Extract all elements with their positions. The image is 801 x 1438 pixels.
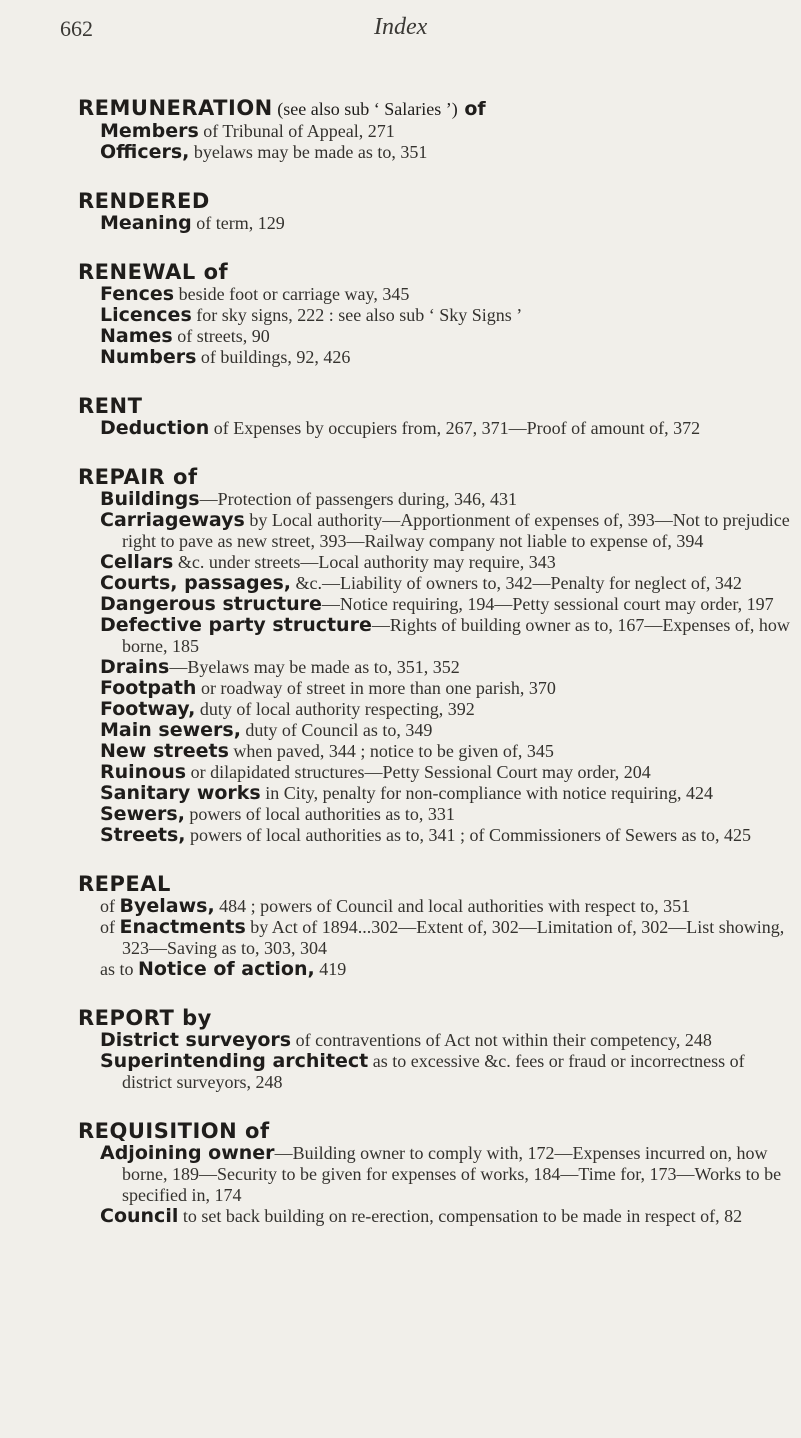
section-heading (78, 189, 790, 213)
heading-word: REQUISITION of (78, 1119, 270, 1143)
entry-keyword: Footpath (100, 677, 197, 699)
entry-text: beside foot or carriage way, 345 (174, 284, 410, 304)
entry-text: duty of Council as to, 349 (240, 720, 433, 740)
entry-keyword: Licences (100, 304, 192, 326)
entry-text: of term, 129 (191, 213, 285, 233)
entry-keyword: Names (100, 325, 173, 347)
index-entry (78, 1030, 790, 1051)
entry-keyword: Streets, (100, 824, 186, 846)
index-entry (78, 825, 790, 846)
index-section (78, 96, 790, 163)
index-entry (78, 804, 790, 825)
heading-note: (see also sub ‘ Salaries ’) (272, 99, 458, 119)
entry-text: in City, penalty for non-compliance with notice requiring, 424 (260, 783, 713, 803)
entry-keyword: Footway, (100, 698, 196, 720)
index-entry (78, 418, 790, 439)
entry-text: byelaws may be made as to, 351 (189, 142, 428, 162)
section-heading (78, 394, 790, 418)
entry-keyword: Buildings (100, 488, 200, 510)
entry-keyword: Ruinous (100, 761, 187, 783)
section-heading (78, 260, 790, 284)
entry-keyword: Byelaws, (119, 895, 215, 917)
index-entry (78, 213, 790, 234)
index-entry (78, 615, 790, 657)
entry-keyword: Superintending architect (100, 1050, 369, 1072)
entry-prefix: of (100, 896, 120, 916)
index-entry (78, 142, 790, 163)
index-section (78, 872, 790, 980)
heading-word: REPEAL (78, 872, 171, 896)
entry-text: —Rights of building owner as to, 167—Expenses of, how borne, 185 (122, 615, 790, 656)
section-heading (78, 1006, 790, 1030)
entry-text: by Act of 1894...302—Extent of, 302—Limitation of, 302—List showing, 323—Saving as to, 303, 304 (122, 917, 785, 958)
entry-keyword: Dangerous structure (100, 593, 322, 615)
entry-text: powers of local authorities as to, 331 (184, 804, 455, 824)
running-title: Index (374, 14, 428, 40)
entry-text: of contraventions of Act not within their competency, 248 (291, 1030, 712, 1050)
index-entry (78, 1206, 790, 1227)
entry-text: duty of local authority respecting, 392 (195, 699, 475, 719)
entry-text: to set back building on re-erection, compensation to be made in respect of, 82 (178, 1206, 743, 1226)
index-section (78, 394, 790, 439)
entry-keyword: Sanitary works (100, 782, 261, 804)
section-heading (78, 96, 790, 121)
entry-text: or roadway of street in more than one parish, 370 (196, 678, 556, 698)
index-entry (78, 326, 790, 347)
entry-keyword: Adjoining owner (100, 1142, 275, 1164)
entry-keyword: Deduction (100, 417, 210, 439)
entry-text: of Tribunal of Appeal, 271 (198, 121, 395, 141)
entry-keyword: Carriageways (100, 509, 245, 531)
heading-word: REMUNERATION (78, 96, 273, 120)
entry-keyword: Enactments (119, 916, 246, 938)
entry-text: by Local authority—Apportionment of expenses of, 393—Not to prejudice right to pave as new street, 393—Railway company not liable to expense of, 394 (122, 510, 790, 551)
index-entry (78, 783, 790, 804)
entry-keyword: Courts, passages, (100, 572, 291, 594)
entry-text: of Expenses by occupiers from, 267, 371—Proof of amount of, 372 (209, 418, 701, 438)
entry-text: &c. under streets—Local authority may require, 343 (173, 552, 556, 572)
entry-keyword: Members (100, 120, 199, 142)
index-entry (78, 959, 790, 980)
entry-text: of streets, 90 (172, 326, 270, 346)
index-entry (78, 347, 790, 368)
entry-keyword: Fences (100, 283, 175, 305)
index-section (78, 1006, 790, 1093)
page-number: 662 (60, 16, 93, 41)
index-section (78, 260, 790, 368)
entry-text: &c.—Liability of owners to, 342—Penalty for neglect of, 342 (291, 573, 742, 593)
section-heading (78, 1119, 790, 1143)
index-entry (78, 762, 790, 783)
heading-word: RENEWAL of (78, 260, 229, 284)
index-entry (78, 121, 790, 142)
heading-word: RENDERED (78, 189, 210, 213)
entry-text: as to excessive &c. fees or fraud or incorrectness of district surveyors, 248 (122, 1051, 745, 1092)
heading-word: RENT (78, 394, 143, 418)
entry-keyword: Meaning (100, 212, 192, 234)
entry-text: —Byelaws may be made as to, 351, 352 (169, 657, 460, 677)
index-section (78, 465, 790, 846)
index-entry (78, 594, 790, 615)
heading-word: REPAIR of (78, 465, 198, 489)
entry-text: powers of local authorities as to, 341 ; of Commissioners of Sewers as to, 425 (185, 825, 751, 845)
index-entry (78, 896, 790, 917)
index-entry (78, 510, 790, 552)
entry-keyword: Cellars (100, 551, 174, 573)
page-header (60, 10, 760, 50)
entry-keyword: Main sewers, (100, 719, 241, 741)
index-entry (78, 741, 790, 762)
index-entry (78, 489, 790, 510)
index-section (78, 189, 790, 234)
entry-keyword: Officers, (100, 141, 190, 163)
entry-keyword: Numbers (100, 346, 197, 368)
index-entry (78, 657, 790, 678)
index-content (78, 96, 790, 1253)
entry-text: of buildings, 92, 426 (196, 347, 351, 367)
heading-tail: of (457, 98, 486, 120)
entry-keyword: Notice of action, (138, 958, 315, 980)
index-entry (78, 678, 790, 699)
entry-text: —Protection of passengers during, 346, 431 (199, 489, 518, 509)
entry-text: or dilapidated structures—Petty Sessional Court may order, 204 (186, 762, 651, 782)
index-entry (78, 573, 790, 594)
heading-word: REPORT by (78, 1006, 212, 1030)
index-entry (78, 917, 790, 959)
entry-keyword: District surveyors (100, 1029, 292, 1051)
section-heading (78, 465, 790, 489)
index-entry (78, 1051, 790, 1093)
entry-text: when paved, 344 ; notice to be given of, 345 (228, 741, 554, 761)
entry-text: 419 (314, 959, 347, 979)
entry-prefix: of (100, 917, 120, 937)
entry-text: for sky signs, 222 : see also sub ‘ Sky Signs ’ (191, 305, 523, 325)
entry-prefix: as to (100, 959, 138, 979)
entry-keyword: Defective party structure (100, 614, 372, 636)
entry-keyword: Council (100, 1205, 179, 1227)
index-entry (78, 699, 790, 720)
index-entry (78, 284, 790, 305)
entry-keyword: Drains (100, 656, 170, 678)
index-entry (78, 305, 790, 326)
index-section (78, 1119, 790, 1227)
index-entry (78, 720, 790, 741)
section-heading (78, 872, 790, 896)
entry-text: —Notice requiring, 194—Petty sessional court may order, 197 (321, 594, 774, 614)
index-entry (78, 1143, 790, 1206)
index-entry (78, 552, 790, 573)
entry-text: —Building owner to comply with, 172—Expenses incurred on, how borne, 189—Security to be given for expenses of works, 184—Time for, 173—Works to be specified in, 174 (122, 1143, 782, 1205)
entry-keyword: New streets (100, 740, 229, 762)
entry-text: 484 ; powers of Council and local authorities with respect to, 351 (214, 896, 691, 916)
entry-keyword: Sewers, (100, 803, 185, 825)
